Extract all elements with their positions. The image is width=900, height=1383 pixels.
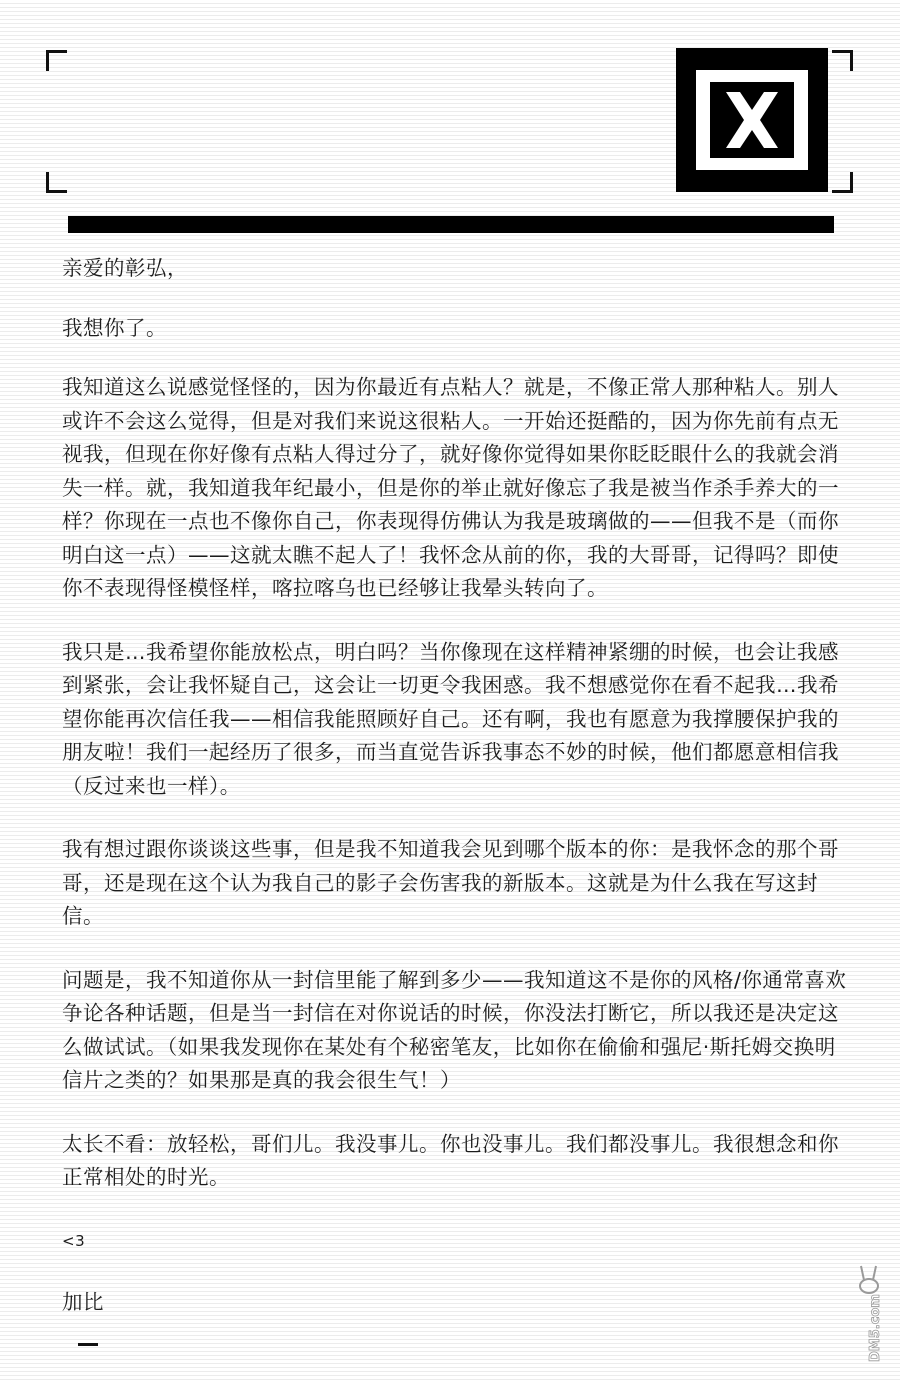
letter-body [62, 252, 852, 1354]
frame-corner-top-right [832, 50, 853, 71]
letter-paragraph-3: 我只是…我希望你能放松点，明白吗？当你像现在这样精神紧绷的时候，也会让我感到紧张，会让我怀疑自己，这会让一切更令我困惑。我不想感觉你在看不起我…我希望你能再次信任我——相信我能照顾好自己。还有啊，我也有愿意为我撑腰保护我的朋友啦！我们一起经历了很多，而当直觉告诉我事态不妙的时候，他们都愿意相信我（反过来也一样）。 [62, 639, 839, 798]
letter-paragraph-1: 我想你了。 [62, 315, 167, 340]
frame-corner-bottom-right [832, 172, 853, 193]
letter-salutation: 亲爱的彰弘， [62, 256, 188, 280]
letter-paragraph-2: 我知道这么说感觉怪怪的，因为你最近有点粘人？就是，不像正常人那种粘人。别人或许不会这么觉得，但是对我们来说这很粘人。一开始还挺酷的，因为你先前有点无视我，但现在你好像有点粘人得过分了，就好像你觉得如果你眨眨眼什么的我就会消失一样。就，我知道我年纪最小，但是你的举止就好像忘了我是被当作杀手养大的一样？你现在一点也不像你自己，你表现得仿佛认为我是玻璃做的——但我不是（而你明白这一点）——这就太瞧不起人了！我怀念从前的你，我的大哥哥，记得吗？即使你不表现得怪模怪样，喀拉喀乌也已经够让我晕头转向了。 [62, 375, 839, 600]
frame-corner-top-left [46, 50, 67, 71]
letter-paragraph-4: 我有想过跟你谈谈这些事，但是我不知道我会见到哪个版本的你：是我怀念的那个哥哥，还是现在这个认为我自己的影子会伤害我的新版本。这就是为什么我在写这封信。 [62, 837, 839, 928]
closing-dash [78, 1343, 98, 1346]
rabbit-icon [860, 1266, 878, 1293]
letter-heart: <3 [62, 1231, 86, 1250]
x-bracket-logo [676, 48, 828, 192]
header-rule [68, 216, 834, 233]
dm5-watermark [849, 1256, 889, 1366]
letter-signature: 加比 [62, 1290, 104, 1314]
watermark-text: DM5.com [868, 1294, 883, 1362]
letter-paragraph-5: 问题是，我不知道你从一封信里能了解到多少——我知道这不是你的风格/你通常喜欢争论各种话题，但是当一封信在对你说话的时候，你没法打断它，所以我还是决定这么做试试。（如果我发现你在某处有个秘密笔友，比如你在偷偷和强尼·斯托姆交换明信片之类的？如果那是真的我会很生气！） [62, 967, 847, 1092]
frame-corner-bottom-left [46, 172, 67, 193]
letter-paragraph-6: 太长不看：放轻松，哥们儿。我没事儿。你也没事儿。我们都没事儿。我很想念和你正常相处的时光。 [62, 1131, 839, 1189]
